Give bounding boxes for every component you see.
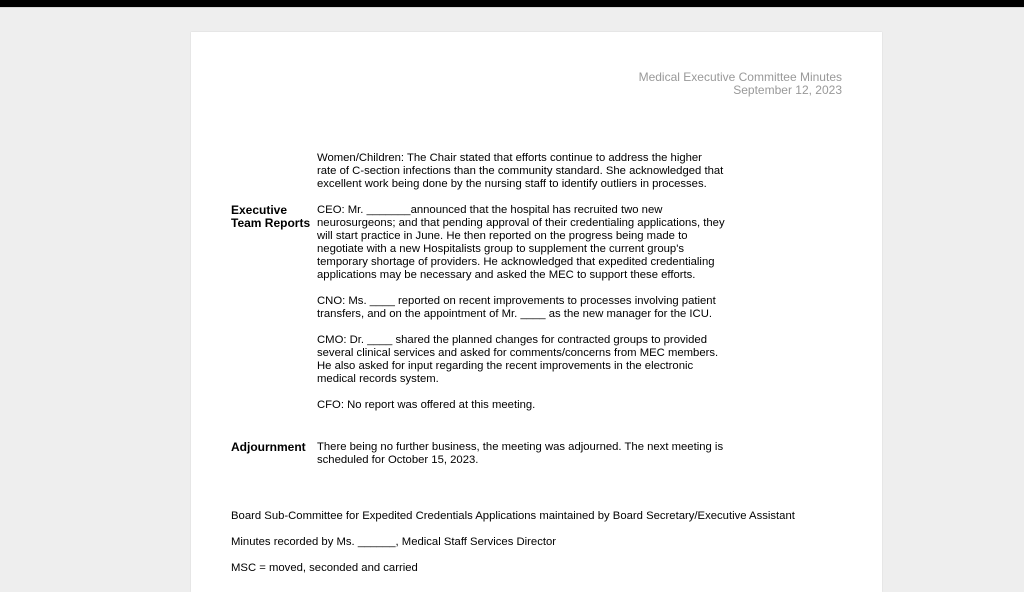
board-subcommittee-note: Board Sub-Committee for Expedited Credentials Applications maintained by Board Secretary/Executive Assistant xyxy=(231,510,795,522)
adjournment-paragraph: There being no further business, the meeting was adjourned. The next meeting is scheduled for October 15, 2023. xyxy=(317,441,724,466)
women-children-paragraph: Women/Children: The Chair stated that efforts continue to address the higher rate of C-section infections than the community standard. She acknowledged that excellent work being done by the nursing staff to identify outliers in processes. xyxy=(317,152,724,190)
window-top-bar xyxy=(0,0,1024,7)
document-viewer[interactable] xyxy=(0,7,1024,576)
msc-definition-note: MSC = moved, seconded and carried xyxy=(231,562,418,574)
ceo-report-paragraph: CEO: Mr. _______announced that the hospital has recruited two new neurosurgeons; and that pending approval of their credentialing applications, they will start practice in June. He then reported on the progress being made to negotiate with a new Hospitalists group to supplement the current group's temporary shortage of providers. He acknowledged that expedited credentialing applications may be necessary and asked the MEC to support these efforts. xyxy=(317,204,725,281)
cfo-report-paragraph: CFO: No report was offered at this meeting. xyxy=(317,399,536,411)
header-title: Medical Executive Committee Minutes xyxy=(638,70,842,84)
adjournment-label: Adjournment xyxy=(231,440,306,454)
cmo-report-paragraph: CMO: Dr. ____ shared the planned changes for contracted groups to provided several clinical services and asked for comments/concerns from MEC members. He also asked for input regarding the recent improvements in the electronic medical records system. xyxy=(317,334,719,385)
minutes-recorded-note: Minutes recorded by Ms. ______, Medical Staff Services Director xyxy=(231,536,557,548)
cno-report-paragraph: CNO: Ms. ____ reported on recent improvements to processes involving patient transfers, and on the appointment of Mr. ____ as the new manager for the ICU. xyxy=(317,295,716,320)
document-page xyxy=(191,32,882,592)
header-date: September 12, 2023 xyxy=(733,83,842,97)
page-header xyxy=(639,71,842,97)
executive-team-reports-label: Executive Team Reports xyxy=(231,203,311,230)
